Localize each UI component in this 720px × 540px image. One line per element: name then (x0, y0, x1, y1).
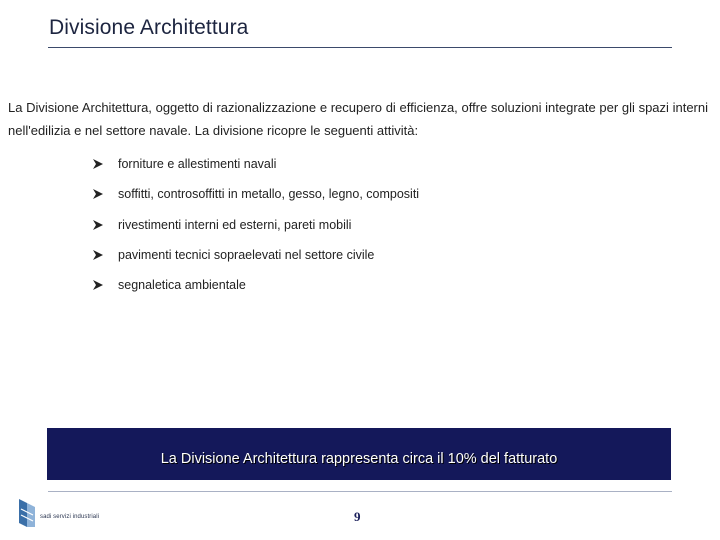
list-item (92, 149, 419, 179)
banner-text: La Divisione Architettura rappresenta circa il 10% del fatturato (160, 451, 558, 467)
page-title: Divisione Architettura (49, 16, 249, 39)
page-number: 9 (354, 509, 361, 524)
list-item-label: pavimenti tecnici sopraelevati nel settore civile (118, 248, 375, 263)
list-item-label: rivestimenti interni ed esterni, pareti mobili (118, 217, 352, 232)
list-item (92, 179, 419, 209)
arrowhead-bullet-icon (92, 158, 104, 170)
list-item-label: soffitti, controsoffitti in metallo, gesso, legno, compositi (118, 187, 420, 202)
logo-text: sadi servizi industriali (40, 514, 100, 520)
title-divider (48, 47, 672, 48)
company-logo-icon (17, 497, 37, 529)
arrowhead-bullet-icon (92, 249, 104, 261)
list-item (92, 240, 419, 270)
revenue-banner (47, 428, 671, 480)
list-item-label: forniture e allestimenti navali (118, 157, 277, 172)
footer-divider (48, 491, 672, 492)
list-item (92, 270, 419, 300)
company-logo (17, 497, 99, 529)
list-item-label: segnaletica ambientale (118, 278, 246, 293)
activities-list (92, 149, 419, 300)
list-item (92, 210, 419, 240)
arrowhead-bullet-icon (92, 219, 104, 231)
arrowhead-bullet-icon (92, 279, 104, 291)
intro-paragraph: La Divisione Architettura, oggetto di razionalizzazione e recupero di efficienza, offre soluzioni integrate per gli spazi interni nell'edilizia e nel settore navale. La divisione ricopre le seguenti attività: (8, 100, 708, 138)
arrowhead-bullet-icon (92, 188, 104, 200)
